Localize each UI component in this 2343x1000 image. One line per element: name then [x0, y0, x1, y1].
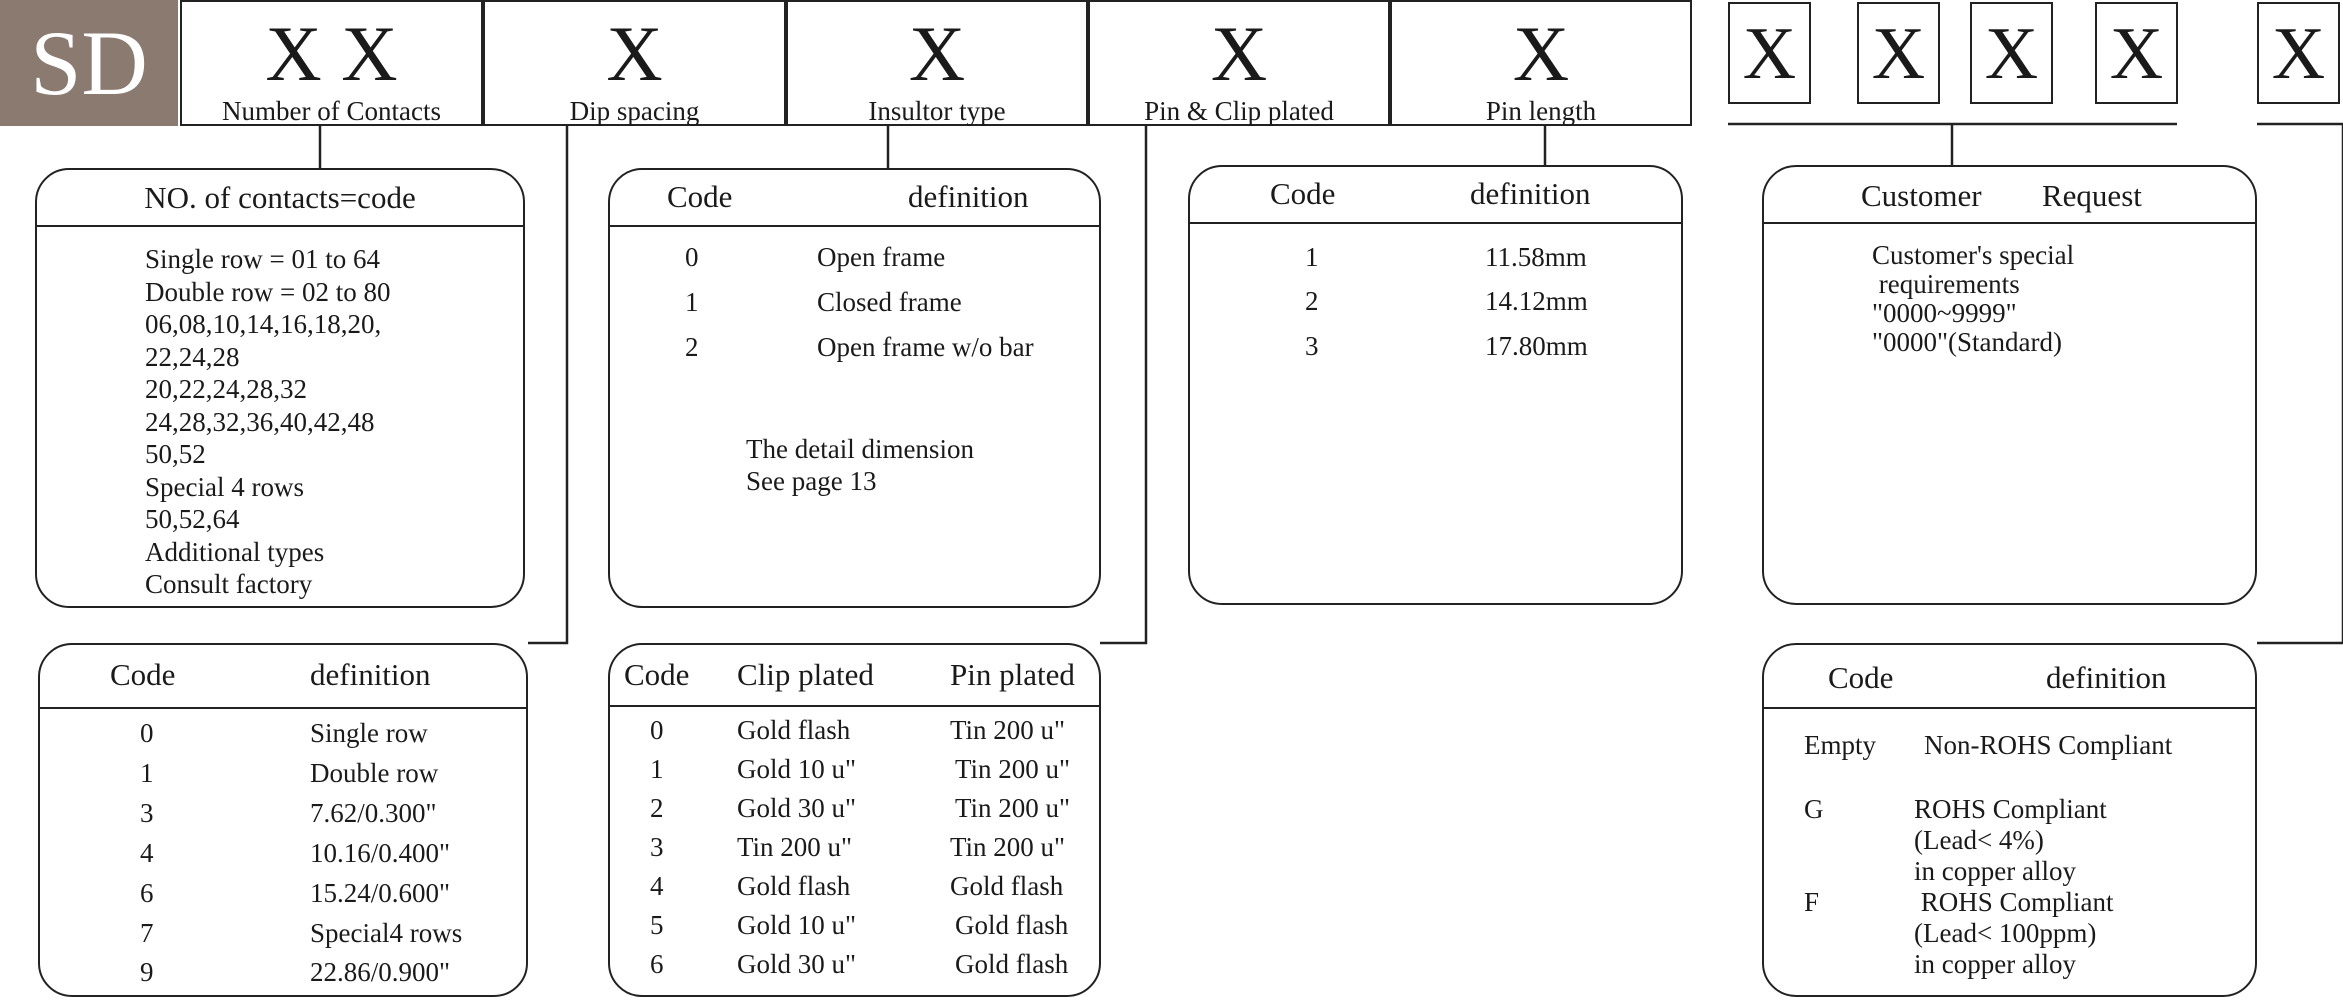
- customer-request-box: [1762, 165, 2257, 605]
- col-definition-header: definition: [2046, 660, 2167, 695]
- suffix-cell-1: X: [1728, 2, 1811, 104]
- customer-line: "0000~9999": [1872, 298, 2017, 328]
- col-pin-header: Pin plated: [950, 657, 1075, 692]
- header-cell-pin-length: [1390, 0, 1692, 126]
- request-title: Request: [2042, 178, 2142, 213]
- header-cell-contacts: [180, 0, 483, 126]
- contacts-line: 50,52: [145, 439, 206, 469]
- prefix-badge: SD: [0, 0, 178, 126]
- header-label: Dip spacing: [569, 96, 700, 126]
- contacts-line: Double row = 02 to 80: [145, 276, 391, 307]
- col-code-header: Code: [110, 657, 176, 692]
- dip-spacing-box: Code definition 0 Single row 1 Double row 3 7.62/0.300" 4 10.16/0.400" 6 15.24/0.600" 7 Special4 rows 9 22.86/0.900": [38, 643, 528, 997]
- header-label: Pin & Clip plated: [1144, 96, 1334, 126]
- header-cell-plating: [1088, 0, 1390, 126]
- pin-length-header: [1190, 167, 1681, 224]
- col-code-header: Code: [1828, 660, 1894, 695]
- plating-box: Code Clip plated Pin plated 0 Gold flash Tin 200 u" 1 Gold 10 u" Tin 200 u" 2 Gold 30 u" Tin 200 u" 3 Tin 200 u" Tin 200 u" 4 Gold flash Gold flash 5 Gold 10 u" Gold flash 6 Gold 30 u" Gold flash: [608, 643, 1101, 997]
- col-code-header: Code: [624, 657, 690, 692]
- header-label: Insultor type: [868, 96, 1006, 126]
- contacts-line: Single row = 01 to 64: [145, 244, 380, 274]
- header-code: X: [1210, 10, 1268, 97]
- insulator-box: Code definition 0 Open frame 1 Closed frame 2 Open frame w/o bar The detail dimension See page 13: [608, 168, 1101, 608]
- col-code-header: Code: [1270, 176, 1336, 211]
- customer-line: requirements: [1872, 269, 2020, 299]
- contacts-line: Special 4 rows: [145, 471, 304, 502]
- suffix-cell-3: X: [1970, 2, 2053, 104]
- pin-length-box: Code definition 1 11.58mm 2 14.12mm 3 17.80mm: [1188, 165, 1683, 605]
- insulator-header: [610, 170, 1099, 227]
- customer-lines: [1872, 241, 2074, 357]
- col-definition-header: definition: [908, 179, 1029, 214]
- contacts-line: Consult factory: [145, 569, 313, 599]
- plating-header: [610, 645, 1099, 707]
- col-definition-header: definition: [1470, 176, 1591, 211]
- contacts-line: Additional types: [145, 536, 325, 567]
- suffix-cell-4: X: [2095, 2, 2178, 104]
- insulator-note: See page 13: [746, 466, 877, 496]
- contacts-box-title: NO. of contacts=code: [37, 170, 523, 227]
- header-cell-dip-spacing: [483, 0, 786, 126]
- suffix-cell-5: X: [2257, 2, 2340, 104]
- header-label: Pin length: [1485, 96, 1597, 126]
- header-code: X X: [265, 10, 398, 97]
- suffix-cell-2: X: [1857, 2, 1940, 104]
- col-clip-header: Clip plated: [737, 657, 874, 692]
- col-definition-header: definition: [310, 657, 431, 692]
- contacts-line: 24,28,32,36,40,42,48: [145, 406, 375, 437]
- customer-request-header: [1764, 167, 2255, 224]
- col-code-header: Code: [667, 179, 733, 214]
- rohs-header: [1764, 645, 2255, 709]
- contacts-line: 22,24,28: [145, 341, 240, 372]
- insulator-note: The detail dimension: [746, 434, 974, 464]
- customer-line: Customer's special: [1872, 240, 2075, 270]
- customer-title: Customer: [1861, 178, 1982, 213]
- rohs-box: Code definition Empty Non-ROHS Compliant G ROHS Compliant (Lead< 4%) in copper alloy F ROHS Compliant (Lead< 100ppm) in copper alloy: [1762, 643, 2257, 997]
- contacts-box: [35, 168, 525, 608]
- header-code: X: [908, 10, 966, 97]
- contacts-line: 06,08,10,14,16,18,20,: [145, 309, 382, 339]
- header-cell-insulator: [786, 0, 1088, 126]
- contacts-line: 50,52,64: [145, 504, 240, 534]
- contacts-lines: [145, 243, 390, 601]
- header-code: X: [606, 10, 663, 97]
- header-code: X: [1512, 10, 1570, 97]
- header-label: Number of Contacts: [222, 96, 441, 126]
- contacts-line: 20,22,24,28,32: [145, 374, 307, 404]
- customer-line: "0000"(Standard): [1872, 327, 2063, 357]
- dip-spacing-header: [40, 645, 526, 709]
